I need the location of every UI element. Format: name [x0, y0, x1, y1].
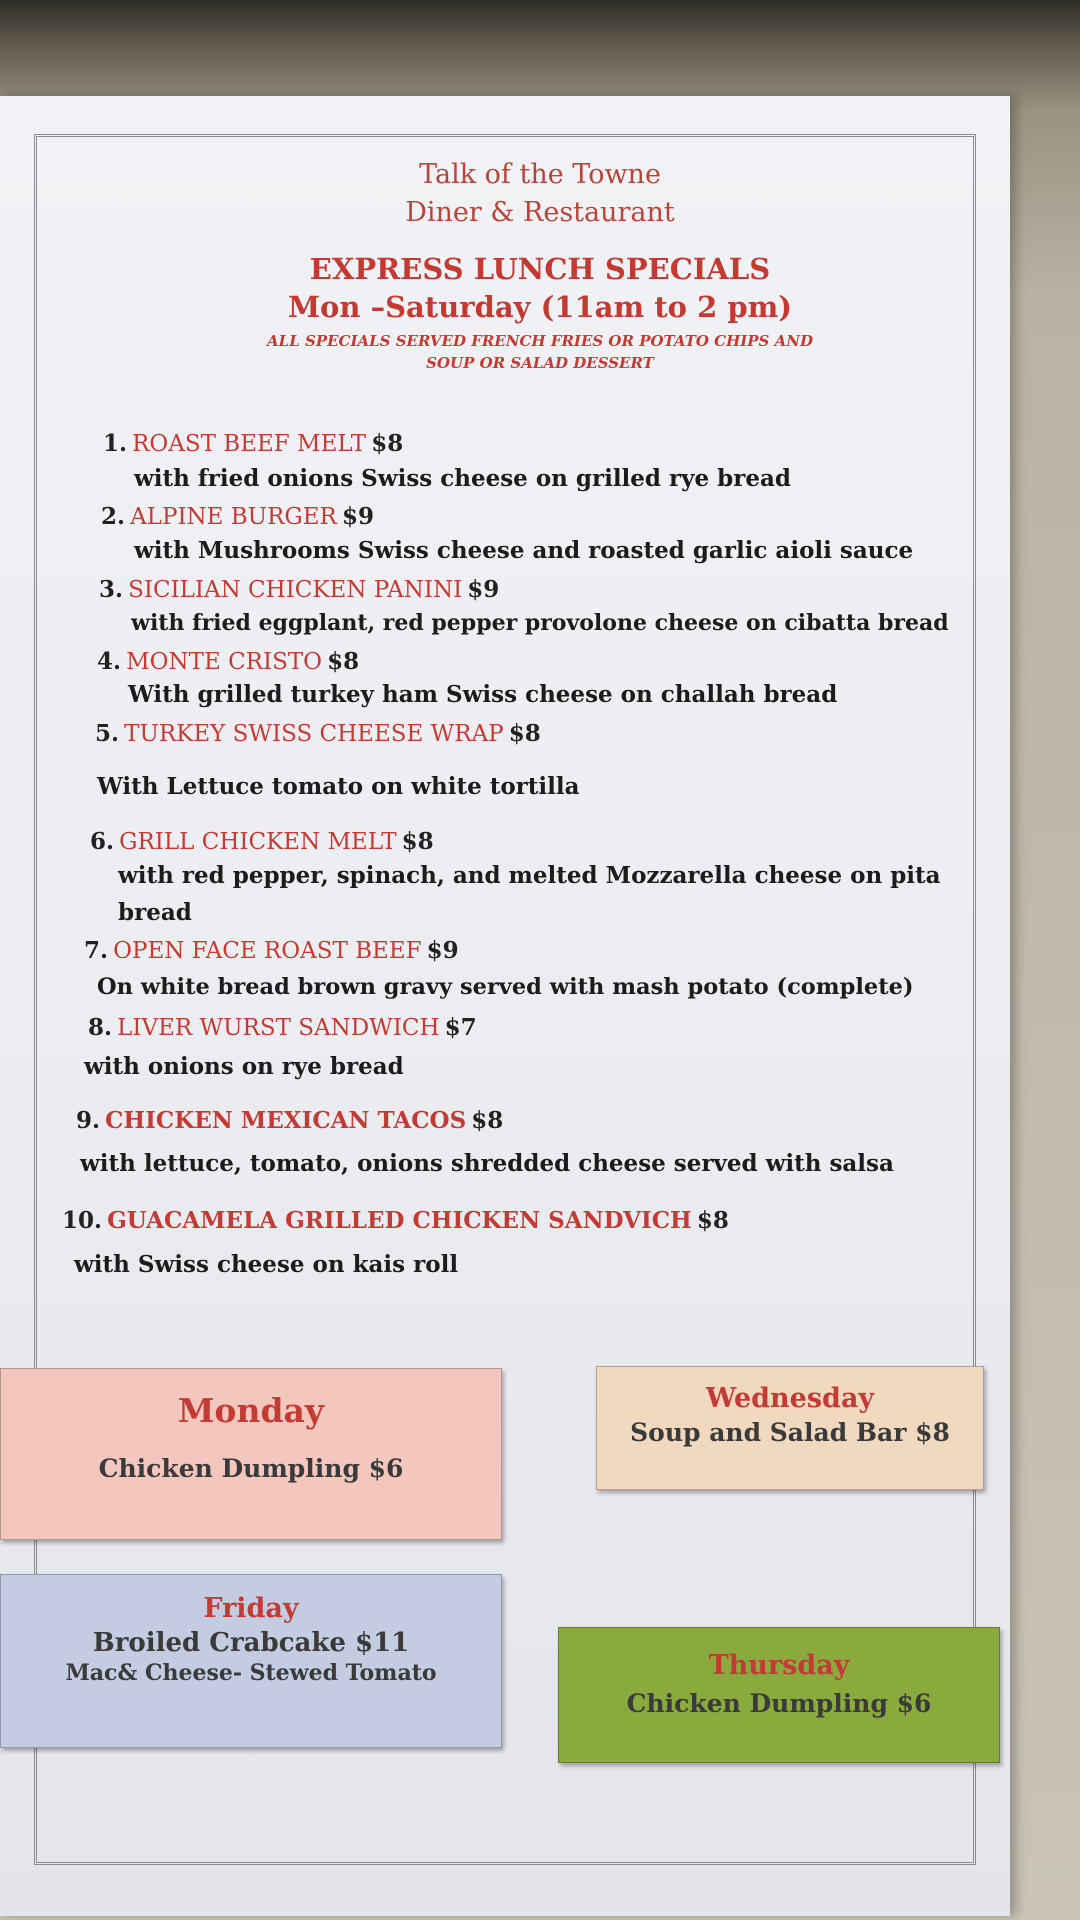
menu-item-4-title [97, 648, 359, 675]
daily-special-day: Wednesday [705, 1383, 875, 1414]
menu-item-5-title [95, 720, 541, 747]
menu-item-name: TURKEY SWISS CHEESE WRAP [124, 721, 504, 747]
menu-item-2-title [101, 503, 374, 530]
menu-item-number: 2. [101, 503, 126, 530]
menu-item-name: ALPINE BURGER [130, 504, 337, 530]
daily-special-day: Thursday [708, 1650, 850, 1681]
menu-item-price: $8 [508, 720, 541, 747]
daily-special-sides: Mac& Cheese- Stewed Tomato [65, 1660, 437, 1686]
menu-item-number: 5. [95, 720, 120, 747]
menu-item-10-desc: with Swiss cheese on kais roll [74, 1251, 459, 1278]
menu-item-price: $9 [467, 576, 500, 603]
menu-item-price: $8 [696, 1207, 729, 1234]
menu-item-number: 4. [97, 648, 122, 675]
menu-item-9-title [76, 1107, 503, 1134]
specials-note-line2: SOUP OR SALAD DESSERT [426, 354, 654, 372]
menu-item-number: 3. [99, 576, 124, 603]
menu-item-number: 8. [88, 1014, 113, 1041]
daily-special-dish: Soup and Salad Bar $8 [630, 1418, 950, 1447]
menu-item-name: GRILL CHICKEN MELT [119, 829, 397, 855]
menu-item-name: SICILIAN CHICKEN PANINI [128, 577, 463, 603]
restaurant-name-line2: Diner & Restaurant [405, 197, 675, 228]
menu-item-8-desc: with onions on rye bread [84, 1053, 404, 1080]
menu-item-4-desc: With grilled turkey ham Swiss cheese on challah bread [128, 681, 838, 708]
daily-special-monday [0, 1368, 502, 1540]
menu-item-3-title [99, 576, 499, 603]
menu-item-price: $9 [341, 503, 374, 530]
menu-item-number: 6. [90, 828, 115, 855]
menu-item-name: CHICKEN MEXICAN TACOS [105, 1107, 467, 1134]
menu-item-number: 10. [62, 1207, 103, 1234]
daily-special-wednesday [596, 1366, 984, 1490]
menu-item-7-desc: On white bread brown gravy served with mash potato (complete) [97, 974, 914, 1000]
menu-item-number: 1. [103, 430, 128, 457]
menu-item-price: $9 [426, 937, 459, 964]
daily-special-thursday [558, 1627, 1000, 1763]
menu-item-name: ROAST BEEF MELT [132, 431, 367, 457]
menu-item-5-desc: With Lettuce tomato on white tortilla [97, 773, 580, 800]
restaurant-name [0, 156, 1080, 232]
menu-item-price: $8 [327, 648, 360, 675]
menu-item-name: GUACAMELA GRILLED CHICKEN SANDVICH [107, 1207, 692, 1234]
daily-special-day: Monday [177, 1391, 325, 1430]
menu-item-6-title [90, 828, 434, 855]
menu-item-price: $7 [444, 1014, 477, 1041]
restaurant-name-line1: Talk of the Towne [419, 159, 661, 190]
daily-special-dish: Broiled Crabcake $11 [92, 1628, 410, 1658]
menu-item-3-desc: with fried eggplant, red pepper provolone cheese on cibatta bread [131, 610, 949, 636]
menu-item-price: $8 [371, 430, 404, 457]
menu-item-7-title [84, 937, 459, 964]
headline-title: EXPRESS LUNCH SPECIALS [309, 252, 771, 286]
daily-special-dish: Chicken Dumpling $6 [98, 1454, 404, 1483]
menu-item-price: $8 [401, 828, 434, 855]
menu-item-number: 9. [76, 1107, 101, 1134]
headline-hours: Mon –Saturday (11am to 2 pm) [287, 290, 793, 324]
menu-item-number: 7. [84, 937, 109, 964]
menu-headline [0, 250, 1080, 326]
daily-special-friday [0, 1574, 502, 1748]
menu-item-10-title [62, 1207, 729, 1234]
menu-item-name: OPEN FACE ROAST BEEF [113, 938, 422, 964]
menu-item-1-title [103, 430, 403, 457]
menu-item-6-desc-cont: bread [118, 899, 192, 926]
menu-item-name: LIVER WURST SANDWICH [117, 1015, 440, 1041]
menu-item-name: MONTE CRISTO [126, 649, 323, 675]
menu-item-6-desc: with red pepper, spinach, and melted Mozzarella cheese on pita [118, 862, 941, 889]
specials-note [0, 330, 1080, 374]
daily-special-dish: Chicken Dumpling $6 [626, 1689, 932, 1718]
specials-note-line1: ALL SPECIALS SERVED FRENCH FRIES OR POTATO CHIPS AND [267, 332, 813, 350]
menu-item-1-desc: with fried onions Swiss cheese on grilled rye bread [134, 465, 791, 492]
menu-item-2-desc: with Mushrooms Swiss cheese and roasted garlic aioli sauce [134, 537, 914, 564]
daily-special-day: Friday [203, 1593, 299, 1624]
menu-item-9-desc: with lettuce, tomato, onions shredded cheese served with salsa [80, 1150, 894, 1177]
menu-item-8-title [88, 1014, 477, 1041]
menu-item-price: $8 [471, 1107, 504, 1134]
